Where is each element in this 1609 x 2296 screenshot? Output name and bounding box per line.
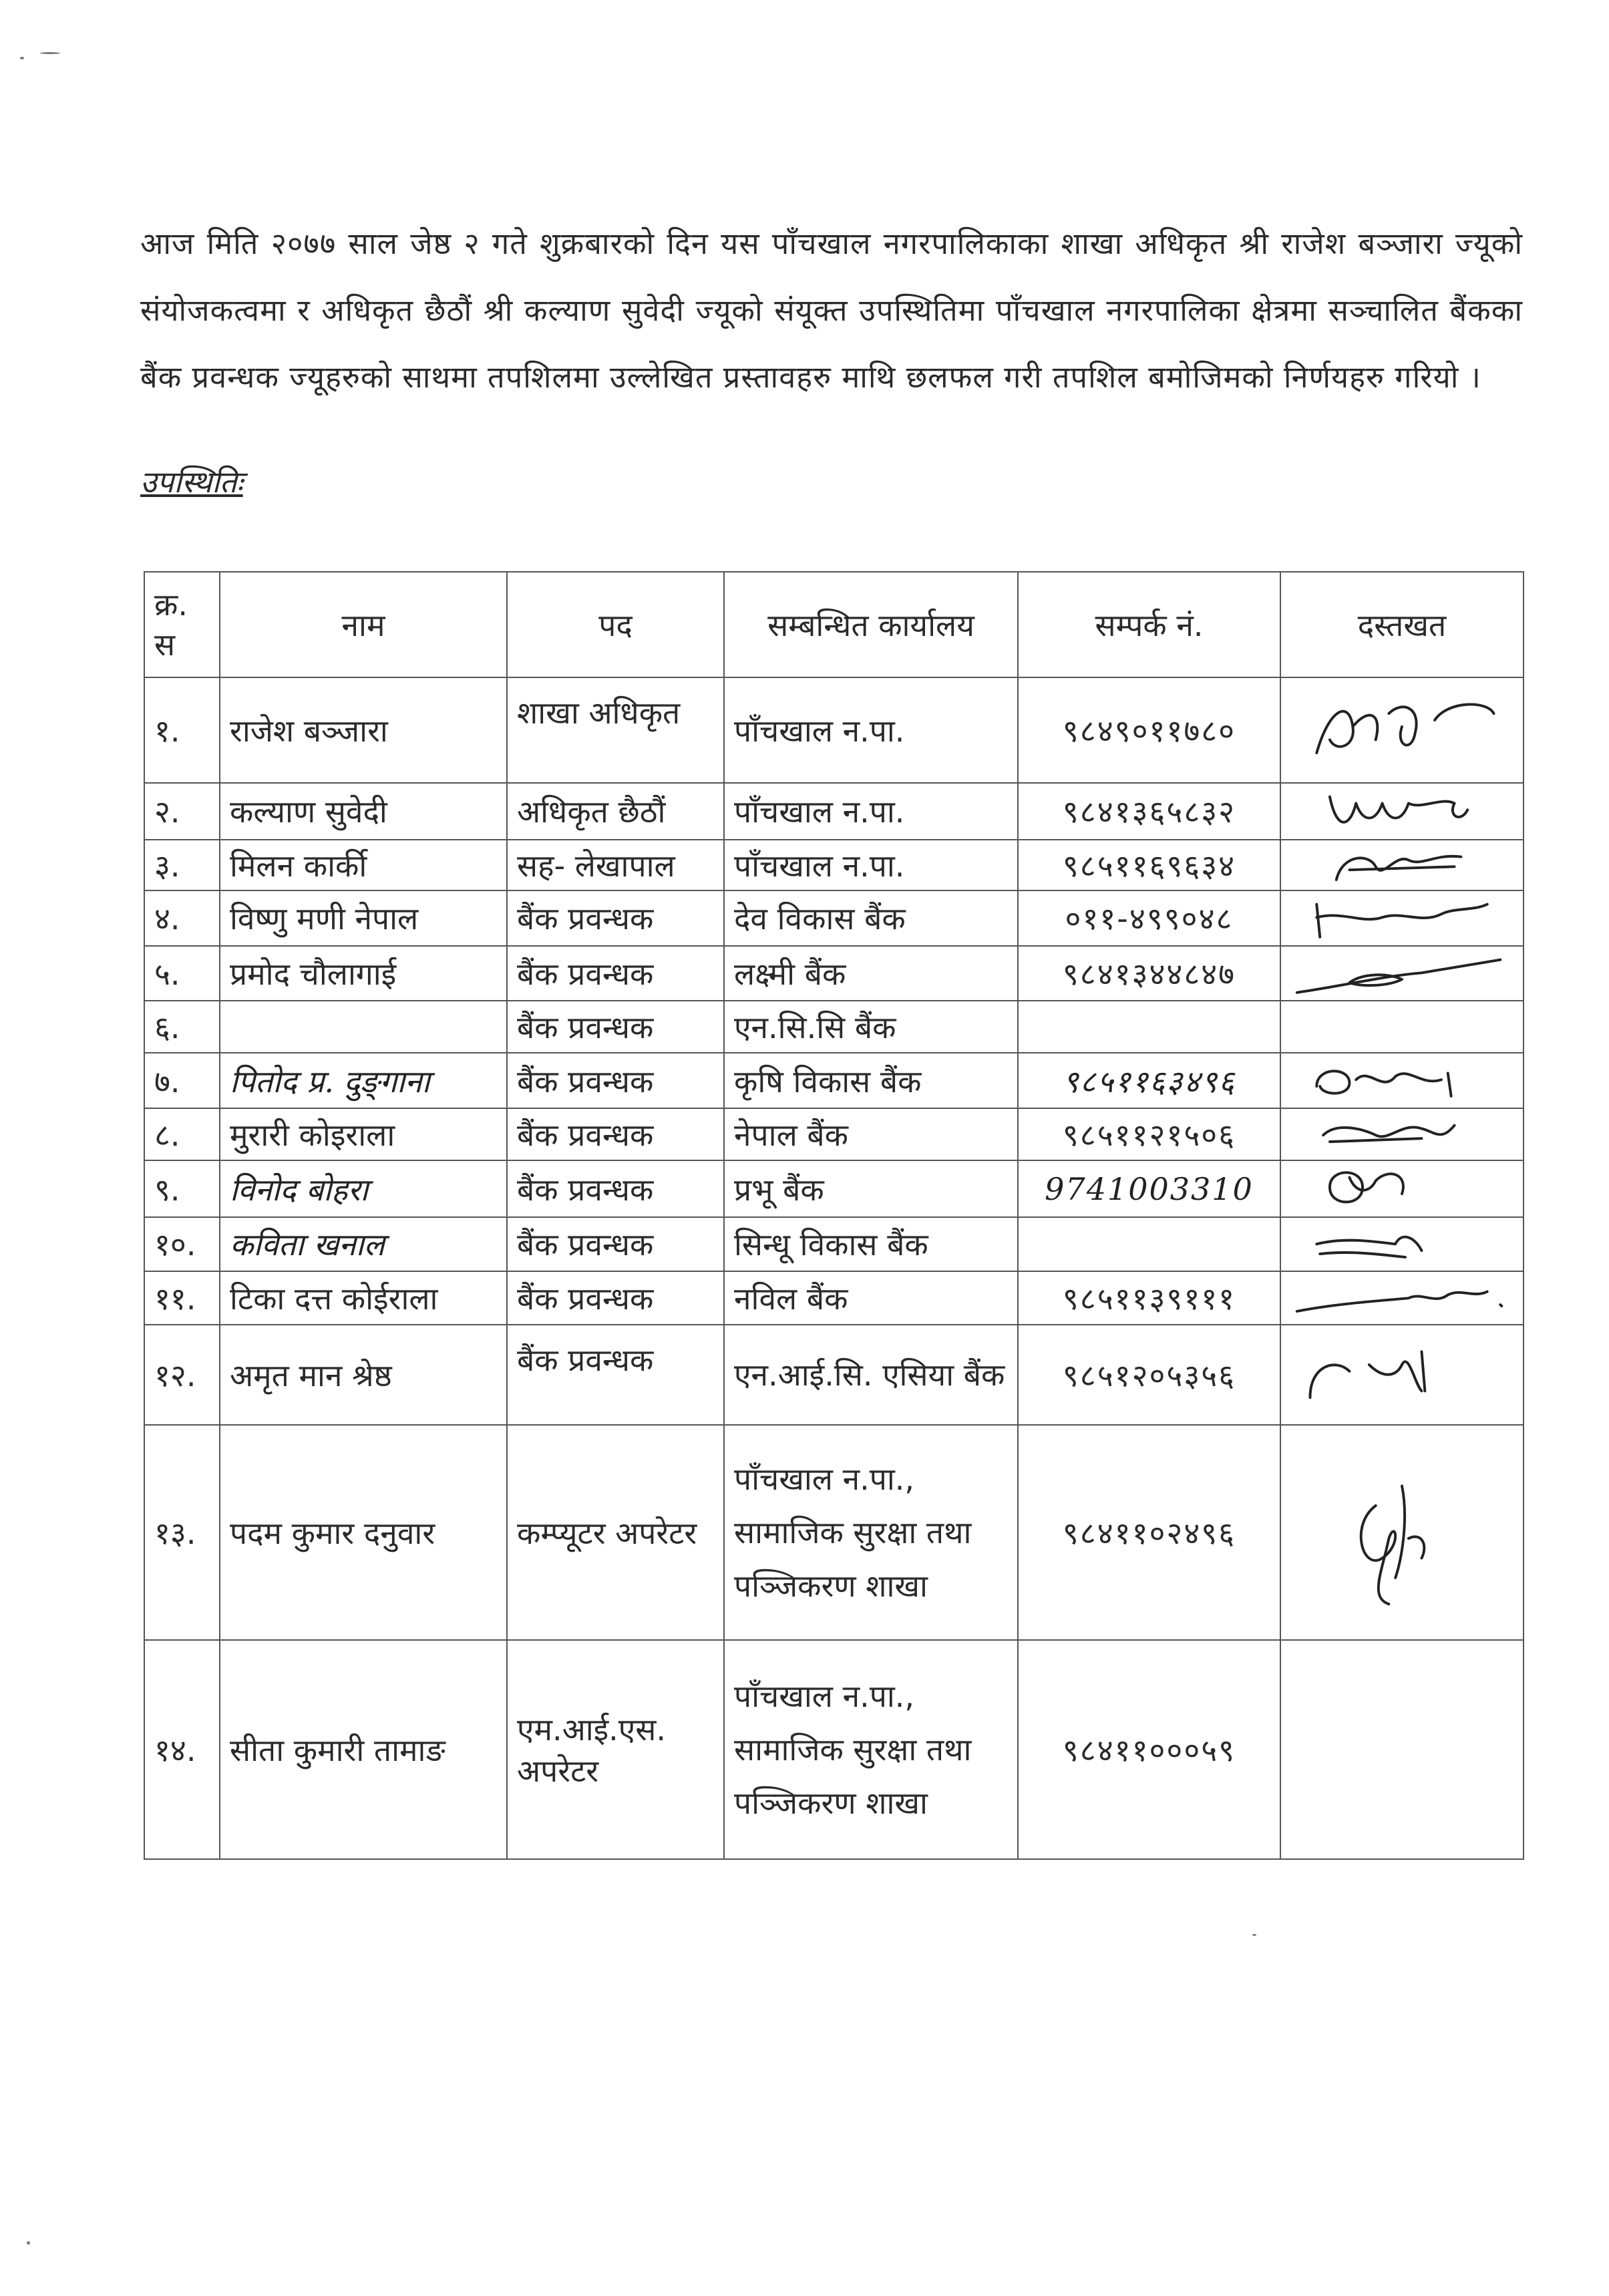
cell-name: विष्णु मणी नेपाल — [220, 890, 507, 946]
cell-signature — [1280, 946, 1524, 1001]
cell-name: कविता खनाल — [220, 1217, 507, 1271]
table-row — [144, 783, 1524, 840]
cell-signature — [1280, 783, 1524, 840]
signature-image — [1290, 1053, 1513, 1108]
cell-phone: ९८४१३६५८३२ — [1018, 783, 1280, 840]
table-row — [144, 677, 1524, 783]
cell-name: राजेश बञ्जारा — [220, 677, 507, 783]
cell-designation: बैंक प्रवन्धक — [507, 1325, 724, 1425]
cell-office: प्रभू बैंक — [724, 1160, 1018, 1217]
cell-designation: एम.आई.एस. अपरेटर — [507, 1640, 724, 1859]
table-header-row — [144, 572, 1524, 677]
cell-phone — [1018, 1217, 1280, 1271]
cell-phone: ९८५११३९१११ — [1018, 1271, 1280, 1325]
signature-image — [1290, 1161, 1513, 1216]
cell-sn: १. — [144, 677, 220, 783]
signature-image — [1290, 891, 1513, 945]
cell-designation: बैंक प्रवन्धक — [507, 1160, 724, 1217]
cell-office: सिन्धू विकास बैंक — [724, 1217, 1018, 1271]
cell-sn: ११. — [144, 1271, 220, 1325]
cell-signature — [1280, 1425, 1524, 1640]
cell-name: अमृत मान श्रेष्ठ — [220, 1325, 507, 1425]
signature-image — [1290, 947, 1513, 1001]
cell-signature — [1280, 890, 1524, 946]
cell-signature — [1280, 840, 1524, 891]
cell-designation: बैंक प्रवन्धक — [507, 1217, 724, 1271]
cell-office: एन.सि.सि बैंक — [724, 1001, 1018, 1053]
cell-phone — [1018, 1001, 1280, 1053]
signature-image — [1290, 840, 1513, 890]
signature-image — [1290, 1325, 1513, 1424]
cell-name: विनोद बोहरा — [220, 1160, 507, 1217]
cell-signature — [1280, 1325, 1524, 1425]
table-row — [144, 1108, 1524, 1161]
cell-signature — [1280, 1271, 1524, 1325]
cell-phone: ९८४९०११७८० — [1018, 677, 1280, 783]
cell-phone: ०११-४९९०४८ — [1018, 890, 1280, 946]
header-phone: सम्पर्क नं. — [1018, 572, 1280, 677]
cell-name: प्रमोद चौलागाई — [220, 946, 507, 1001]
cell-phone: ९८५१२०५३५६ — [1018, 1325, 1280, 1425]
cell-office: पाँचखाल न.पा. — [724, 677, 1018, 783]
cell-designation: सह- लेखापाल — [507, 840, 724, 891]
table-row — [144, 1160, 1524, 1217]
table-row — [144, 946, 1524, 1001]
scan-speck — [27, 2241, 30, 2245]
cell-office: पाँचखाल न.पा. — [724, 840, 1018, 891]
cell-phone: ९८४११०२४९६ — [1018, 1425, 1280, 1640]
cell-phone: ९८५११६३४९६ — [1018, 1053, 1280, 1108]
header-office: सम्बन्धित कार्यालय — [724, 572, 1018, 677]
cell-signature — [1280, 1108, 1524, 1161]
cell-signature — [1280, 677, 1524, 783]
cell-name: पितोद प्र. दुङ्‍गाना — [220, 1053, 507, 1108]
header-sn: क्र. स — [144, 572, 220, 677]
cell-name: टिका दत्त कोईराला — [220, 1271, 507, 1325]
scan-speck — [20, 57, 24, 59]
table-row — [144, 1053, 1524, 1108]
table-row — [144, 1001, 1524, 1053]
cell-signature — [1280, 1640, 1524, 1859]
cell-phone: ९८४१३४४८४७ — [1018, 946, 1280, 1001]
cell-name: कल्याण सुवेदी — [220, 783, 507, 840]
signature-image — [1290, 681, 1513, 779]
cell-sn: ८. — [144, 1108, 220, 1161]
cell-office: पाँचखाल न.पा., सामाजिक सुरक्षा तथा पञ्जिकरण शाखा — [724, 1640, 1018, 1859]
table-row — [144, 1325, 1524, 1425]
cell-designation: बैंक प्रवन्धक — [507, 1108, 724, 1161]
cell-phone: ९८५११२१५०६ — [1018, 1108, 1280, 1161]
cell-sn: १२. — [144, 1325, 220, 1425]
cell-designation: बैंक प्रवन्धक — [507, 890, 724, 946]
cell-office: पाँचखाल न.पा., सामाजिक सुरक्षा तथा पञ्जिकरण शाखा — [724, 1425, 1018, 1640]
cell-designation: बैंक प्रवन्धक — [507, 1271, 724, 1325]
table-row — [144, 1217, 1524, 1271]
cell-sn: १०. — [144, 1217, 220, 1271]
cell-sn: ४. — [144, 890, 220, 946]
scan-speck — [1252, 1934, 1256, 1936]
cell-name — [220, 1001, 507, 1053]
cell-signature — [1280, 1053, 1524, 1108]
cell-signature — [1280, 1001, 1524, 1053]
intro-paragraph: आज मिति २०७७ साल जेष्ठ २ गते शुक्रबारको दिन यस पाँचखाल नगरपालिकाका शाखा अधिकृत श्री राजेश बञ्जारा ज्यूको संयोजकत्वमा र अधिकृत छैठौं श्री कल्याण सुवेदी ज्यूको संयूक्त उपस्थितिमा पाँचखाल नगरपालिका क्षेत्रमा सञ्चालित बैंकका बैंक प्रवन्धक ज्यूहरुको साथमा तपशिलमा उल्लेखित प्रस्तावहरु माथि छलफल गरी तपशिल बमोजिमको निर्णयहरु गरियो । — [140, 226, 1523, 395]
cell-office: नविल बैंक — [724, 1271, 1018, 1325]
cell-phone: ९८४११०००५९ — [1018, 1640, 1280, 1859]
cell-phone: 9741003310 — [1018, 1160, 1280, 1217]
cell-sn: ३. — [144, 840, 220, 891]
signature-image — [1290, 1218, 1513, 1271]
cell-designation: बैंक प्रवन्धक — [507, 1053, 724, 1108]
cell-office: पाँचखाल न.पा. — [724, 783, 1018, 840]
cell-designation: बैंक प्रवन्धक — [507, 946, 724, 1001]
cell-name: मिलन कार्की — [220, 840, 507, 891]
cell-office: लक्ष्मी बैंक — [724, 946, 1018, 1001]
cell-sn: ६. — [144, 1001, 220, 1053]
signature-image — [1290, 784, 1513, 839]
cell-office: कृषि विकास बैंक — [724, 1053, 1018, 1108]
cell-signature — [1280, 1160, 1524, 1217]
table-row — [144, 840, 1524, 891]
header-signature: दस्तखत — [1280, 572, 1524, 677]
header-name: नाम — [220, 572, 507, 677]
cell-phone: ९८५११६९६३४ — [1018, 840, 1280, 891]
cell-sn: ९. — [144, 1160, 220, 1217]
cell-sn: ५. — [144, 946, 220, 1001]
cell-designation: शाखा अधिकृत — [507, 677, 724, 783]
header-designation: पद — [507, 572, 724, 677]
cell-designation: बैंक प्रवन्धक — [507, 1001, 724, 1053]
cell-name: मुरारी कोइराला — [220, 1108, 507, 1161]
cell-sn: ७. — [144, 1053, 220, 1108]
cell-designation: अधिकृत छैठौं — [507, 783, 724, 840]
cell-office: देव विकास बैंक — [724, 890, 1018, 946]
table-row — [144, 1271, 1524, 1325]
cell-office: नेपाल बैंक — [724, 1108, 1018, 1161]
table-row — [144, 1425, 1524, 1640]
table-row — [144, 890, 1524, 946]
table-row — [144, 1640, 1524, 1859]
cell-signature — [1280, 1217, 1524, 1271]
cell-name: सीता कुमारी तामाङ — [220, 1640, 507, 1859]
cell-office: एन.आई.सि. एसिया बैंक — [724, 1325, 1018, 1425]
signature-image — [1290, 1109, 1513, 1160]
cell-name: पदम कुमार दनुवार — [220, 1425, 507, 1640]
cell-sn: १३. — [144, 1425, 220, 1640]
attendance-table — [144, 571, 1524, 1860]
cell-designation: कम्प्यूटर अपरेटर — [507, 1425, 724, 1640]
signature-image — [1290, 1427, 1513, 1638]
scan-speck — [40, 52, 60, 54]
attendance-heading: उपस्थितिः — [140, 464, 243, 500]
signature-image — [1290, 1272, 1513, 1325]
cell-sn: २. — [144, 783, 220, 840]
cell-sn: १४. — [144, 1640, 220, 1859]
